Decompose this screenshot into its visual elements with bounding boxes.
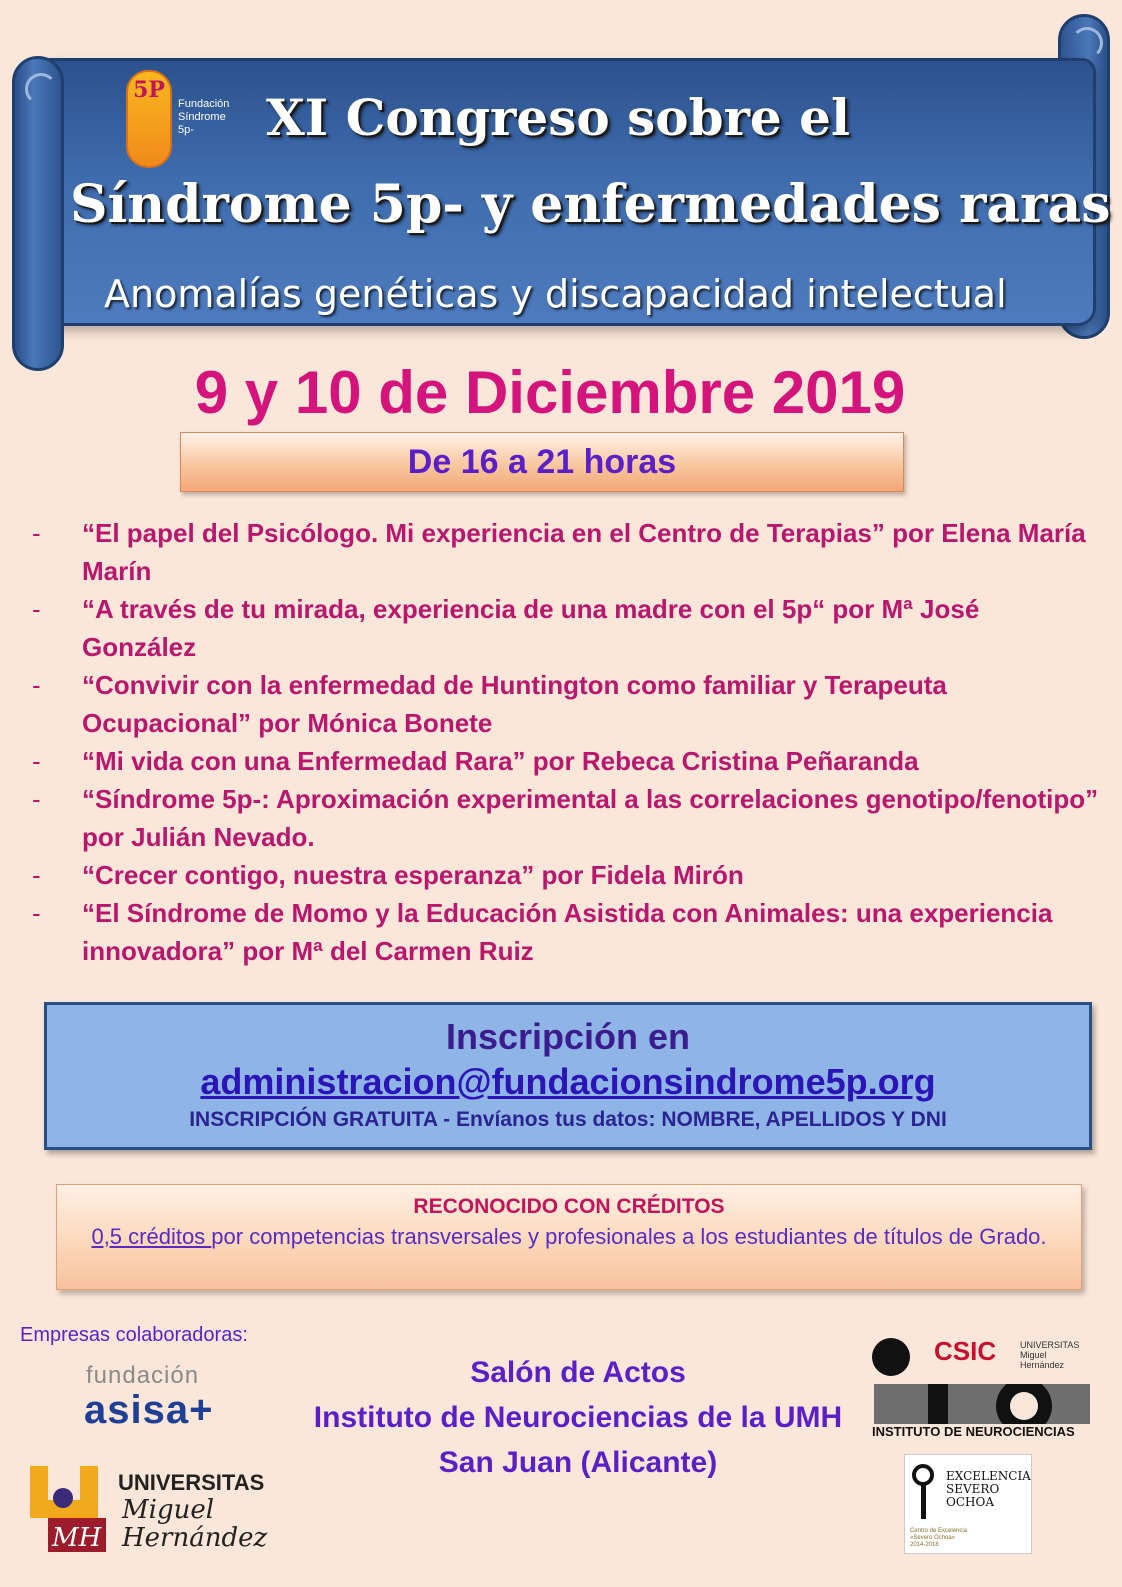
scroll-curl-left [12,56,64,371]
instituto-neurociencias-logo-icon [874,1384,1090,1424]
title-line-2: Síndrome 5p- y enfermedades raras [70,174,1111,235]
fundacion-logo [126,70,172,168]
venue-line-1: Salón de Actos [470,1356,686,1389]
registration-note: INSCRIPCIÓN GRATUITA - Envíanos tus datos: NOMBRE, APELLIDOS Y DNI [189,1108,947,1131]
umh-small-line: Miguel [1020,1350,1047,1360]
talk-text: “Mi vida con una Enfermedad Rara” por Rebeca Cristina Peñaranda [82,746,919,776]
severo-ochoa-line: EXCELENCIA [946,1469,1031,1483]
list-item [30,780,1100,856]
credits-box [56,1184,1082,1290]
venue-line-2: Instituto de Neurociencias de la UMH [313,1401,843,1434]
severo-small-line: Centro de Excelencia [910,1528,968,1534]
logo-caption-line: Síndrome [178,111,226,123]
severo-small-line: «Severo Ochoa» [910,1535,956,1541]
csic-logo: CSIC [934,1336,997,1366]
credits-amount: 0,5 créditos [91,1224,212,1249]
registration-box [44,1002,1092,1150]
severo-ochoa-small [910,1528,967,1549]
umh-small-line: UNIVERSITAS [1020,1340,1080,1350]
umh-logo-line3: Hernández [122,1523,268,1553]
subtitle: Anomalías genéticas y discapacidad intelectual [104,272,1007,316]
registration-title: Inscripción en [445,1016,691,1057]
umh-logo-line1: UNIVERSITAS [118,1470,265,1495]
bullet: - [32,860,41,890]
severo-small-line: 2014-2018 [910,1542,939,1548]
asisa-logo-top: fundación [86,1362,200,1389]
svg-text:MH: MH [52,1523,102,1552]
list-item [30,514,1100,590]
list-item [30,666,1100,742]
severo-ochoa-line: OCHOA [946,1495,994,1509]
severo-ochoa-line: SEVERO [946,1482,1000,1496]
list-item [30,856,1100,894]
talk-text: “A través de tu mirada, experiencia de una madre con el 5p“ por Mª José González [82,594,980,662]
list-item [30,742,1100,780]
credits-title: RECONOCIDO CON CRÉDITOS [413,1195,725,1218]
talk-text: “Síndrome 5p-: Aproximación experimental a las correlaciones genotipo/fenotipo” por Julián Nevado. [82,784,1099,852]
list-item [30,590,1100,666]
bullet: - [32,518,41,548]
bullet: - [32,746,41,776]
venue [290,1350,866,1485]
logo-glyph: 5P [133,77,165,103]
umh-logo-name [122,1496,267,1552]
severo-ochoa-text [946,1470,1031,1509]
talk-text: “Crecer contigo, nuestra esperanza” por Fidela Mirón [82,860,744,890]
talk-text: “El papel del Psicólogo. Mi experiencia en el Centro de Terapias” por Elena María Marín [82,518,1086,586]
talk-text: “Convivir con la enfermedad de Huntington como familiar y Terapeuta Ocupacional” por Mónica Bonete [82,670,947,738]
credits-text [57,1221,1081,1253]
umh-small-logo [1020,1340,1079,1370]
bullet: - [32,670,41,700]
logo-caption-line: Fundación [178,98,230,110]
severo-ochoa-icon [911,1463,941,1523]
list-item [30,894,1100,970]
event-dates: 9 y 10 de Diciembre 2019 [194,359,906,426]
sponsors-label: Empresas colaboradoras: [20,1324,248,1346]
registration-email-link[interactable]: administracion@fundacionsindrome5p.org [200,1061,936,1102]
credits-description: por competencias transversales y profesionales a los estudiantes de títulos de Grado. [211,1224,1047,1249]
logo-caption-line: 5p- [178,124,194,136]
bullet: - [32,594,41,624]
asisa-logo: asisa+ [84,1388,214,1432]
instituto-neurociencias-logo: INSTITUTO DE NEUROCIENCIAS [872,1424,1075,1439]
talk-list [30,514,1100,970]
event-hours: De 16 a 21 horas [180,432,904,492]
umh-small-line: Hernández [1020,1360,1065,1370]
csic-logo-icon [872,1338,910,1376]
umh-logo-icon [30,1466,112,1552]
bullet: - [32,898,41,928]
venue-line-3: San Juan (Alicante) [438,1446,718,1479]
bullet: - [32,784,41,814]
logo-caption [178,98,229,137]
umh-logo-line2: Miguel [122,1495,215,1525]
title-line-1: XI Congreso sobre el [266,88,850,147]
talk-text: “El Síndrome de Momo y la Educación Asistida con Animales: una experiencia innovadora” por Mª del Carmen Ruiz [82,898,1053,966]
